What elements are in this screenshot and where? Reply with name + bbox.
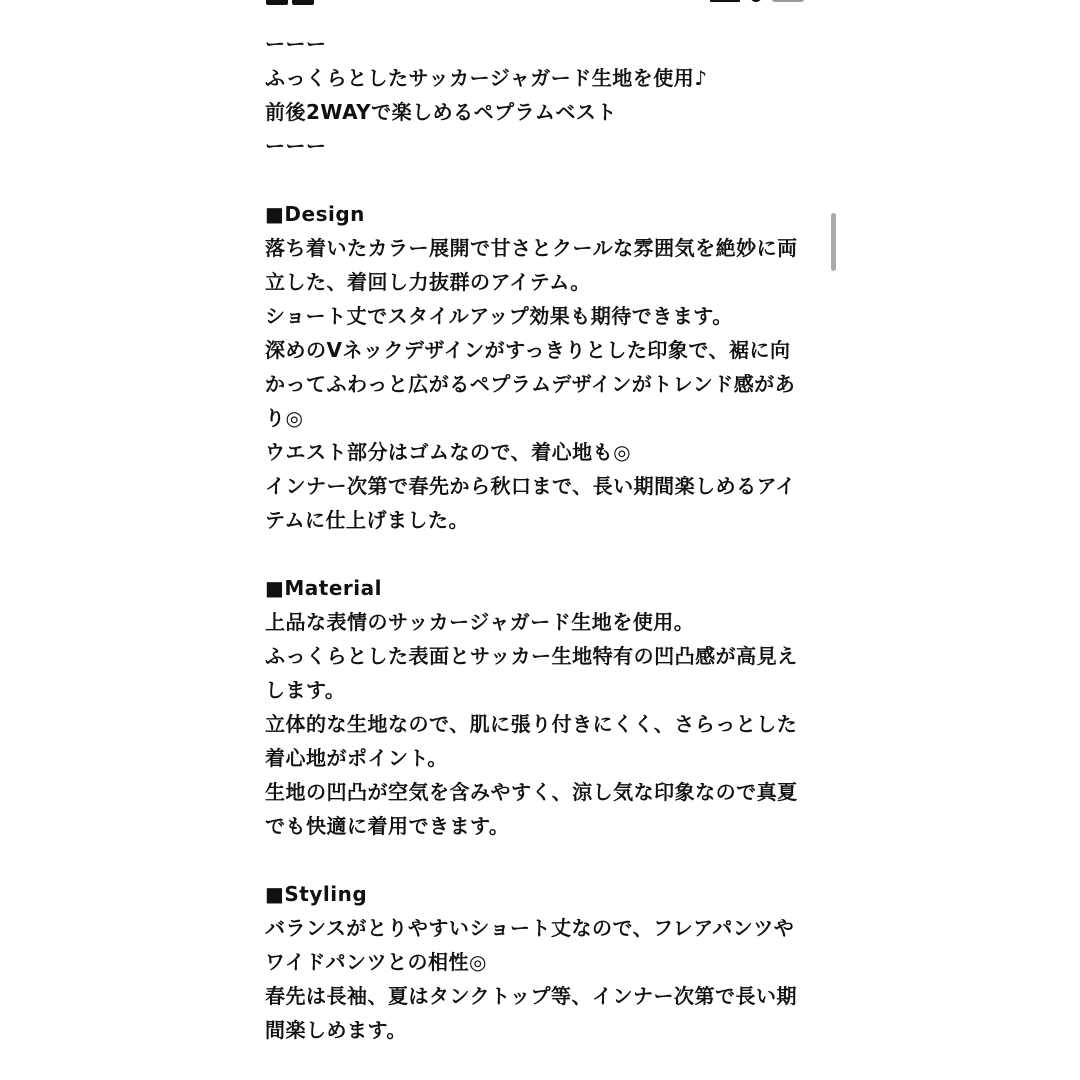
signal-icon <box>710 0 740 2</box>
text-line: ショート丈でスタイルアップ効果も期待できます。 <box>265 304 733 328</box>
text-line: 上品な表情のサッカージャガード生地を使用。 <box>265 610 695 634</box>
text-line: テムに仕上げました。 <box>265 508 469 532</box>
status-icons <box>710 0 804 2</box>
text-line: ふっくらとした表面とサッカー生地特有の凹凸感が高見え <box>265 644 798 668</box>
status-time <box>266 0 346 2</box>
text-line: インナー次第で春先から秋口まで、長い期間楽しめるアイ <box>265 474 796 498</box>
divider-text: ーーー <box>265 134 327 158</box>
text-line: でも快適に着用できます。 <box>265 814 510 838</box>
blank-line <box>265 163 825 197</box>
text-line: 間楽しめます。 <box>265 1018 407 1042</box>
text-line: 着心地がポイント。 <box>265 746 448 770</box>
status-bar <box>0 0 1080 6</box>
text-line: ウエスト部分はゴムなので、着心地も◎ <box>265 440 632 464</box>
text-line: り◎ <box>265 406 304 430</box>
divider-text: ーーー <box>265 32 327 56</box>
wifi-icon <box>750 0 762 2</box>
text-line: ふっくらとしたサッカージャガード生地を使用♪ <box>265 66 708 90</box>
description-text <box>265 27 825 1047</box>
section-heading: ■Material <box>265 576 382 600</box>
scroll-indicator[interactable] <box>831 213 836 271</box>
battery-icon <box>772 0 804 2</box>
blank-line <box>265 843 825 877</box>
text-line: かってふわっと広がるペプラムデザインがトレンド感があ <box>265 372 796 396</box>
text-line: 春先は長袖、夏はタンクトップ等、インナー次第で長い期 <box>265 984 797 1008</box>
section-heading: ■Design <box>265 202 365 226</box>
text-line: 立体的な生地なので、肌に張り付きにくく、さらっとした <box>265 712 798 736</box>
text-line: 生地の凹凸が空気を含みやすく、涼し気な印象なので真夏 <box>265 780 798 804</box>
text-line: 立した、着回し力抜群のアイテム。 <box>265 270 591 294</box>
section-heading: ■Styling <box>265 882 368 906</box>
text-line: します。 <box>265 678 346 702</box>
blank-line <box>265 537 825 571</box>
text-line: 落ち着いたカラー展開で甘さとクールな雰囲気を絶妙に両 <box>265 236 798 260</box>
text-line: 深めのVネックデザインがすっきりとした印象で、裾に向 <box>265 338 791 362</box>
text-line: ワイドパンツとの相性◎ <box>265 950 487 974</box>
text-line: バランスがとりやすいショート丈なので、フレアパンツや <box>265 916 795 940</box>
text-line: 前後2WAYで楽しめるペプラムベスト <box>265 100 617 124</box>
